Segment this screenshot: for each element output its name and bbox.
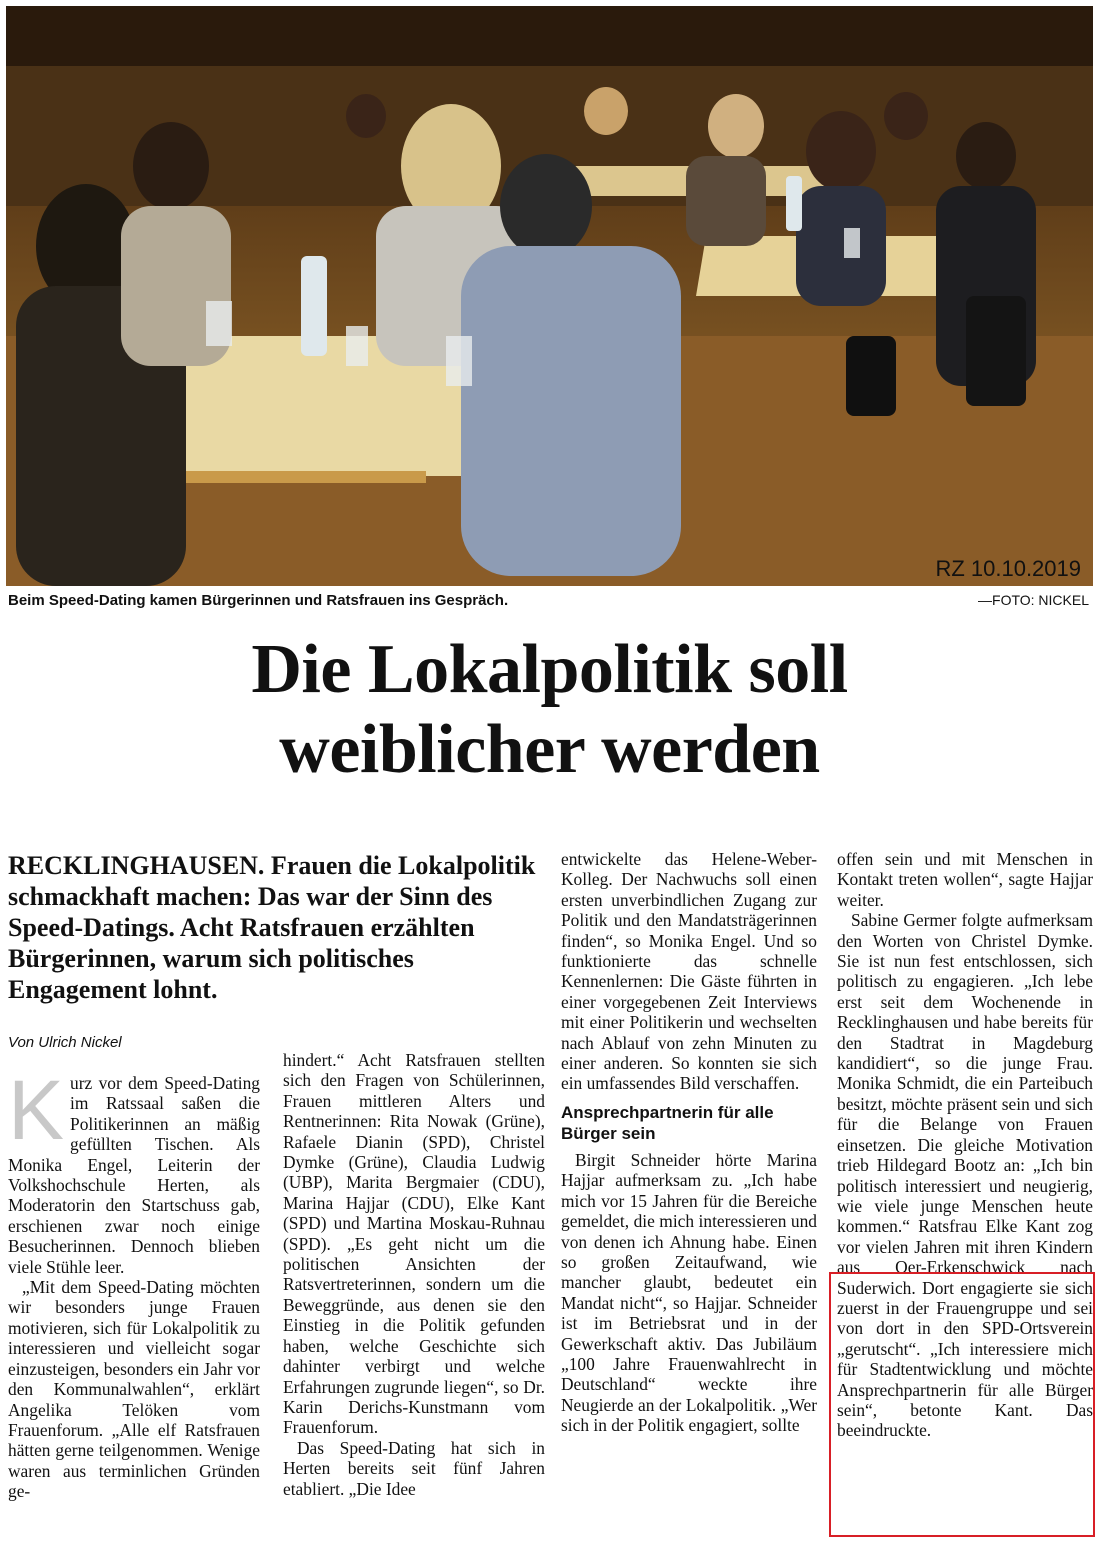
paragraph: entwickelte das Helene-Weber-Kolleg. Der Nachwuchs soll einen ersten unverbindlichen Zugang zur Politik und den Mandatsträgerinnen finden“, so Monika Engel. Und so funktionierte das schnelle Kennenlernen: Die Gäste führten in einer vorgegebenen Zeit Interviews mit einer Politikerin und wechselten nach Ablauf von zehn Minuten zu einer anderen. So konnten sie sich ein umfassendes Bild verschaffen. bbox=[561, 849, 817, 1094]
column-3 bbox=[561, 849, 817, 1436]
speed-dating-scene bbox=[6, 6, 1093, 586]
article-photo bbox=[6, 6, 1093, 586]
paragraph-text: urz vor dem Speed-Dating im Ratssaal saßen die Politikerinnen an mäßig gefüllten Tischen. Als Monika Engel, Leiterin der Volkshochschule Herten, als Moderatorin den Startschuss gab, erschienen zwar noch einige Besucherinnen. Dennoch blieben viele Stühle leer. bbox=[8, 1073, 260, 1277]
paragraph: Das Speed-Dating hat sich in Herten bereits seit fünf Jahren etabliert. „Die Idee bbox=[283, 1437, 545, 1499]
photo-date-stamp: RZ 10.10.2019 bbox=[935, 556, 1081, 581]
photo-caption bbox=[8, 592, 1093, 614]
byline: Von Ulrich Nickel bbox=[8, 1034, 122, 1051]
paragraph: hindert.“ Acht Ratsfrauen stellten sich den Fragen von Schülerinnen, Frauen mittleren Alters und Rentnerinnen: Rita Nowak (Grüne), Rafaele Dianin (SPD), Christel Dymke (Grüne), Claudia Ludwig (UBP), Marita Bergmaier (CDU), Marina Hajjar (CDU), Elke Kant (SPD) und Martina Moskau-Ruhnau (SPD). „Es geht nicht um die politischen Ansichten der Ratsvertreterinnen, sondern um die Beweggründe, aus denen sie den Einstieg in die Politik gefunden haben, welche Geschichte sich dahinter verbirgt und welche Erfahrungen zugrunde liegen“, so Dr. Karin Derichs-Kunstmann vom Frauenforum. bbox=[283, 1050, 545, 1438]
column-2 bbox=[283, 1050, 545, 1499]
caption-text: Beim Speed-Dating kamen Bürgerinnen und Ratsfrauen ins Gespräch. bbox=[8, 592, 509, 609]
paragraph: offen sein und mit Menschen in Kontakt treten wollen“, sagte Hajjar weiter. bbox=[837, 849, 1093, 910]
paragraph: Birgit Schneider hörte Marina Hajjar aufmerksam zu. „Ich habe mich vor 15 Jahren für die Bereiche gemeldet, die mich interessieren und von denen ich Ahnung habe. Einen so großen Zeitaufwand, wie mancher glaubt, bedeutet ein Mandat nicht“, so Hajjar. Schneider ist im Betriebsrat und in der Gewerkschaft aktiv. Das Jubiläum „100 Jahre Frauenwahlrecht in Deutschland“ weckte ihre Neugierde an der Lokalpolitik. „Wer sich in der Politik engagiert, sollte bbox=[561, 1149, 817, 1436]
headline-line-2: weiblicher werden bbox=[279, 711, 820, 788]
paragraph bbox=[8, 1063, 260, 1277]
headline-line-1: Die Lokalpolitik soll bbox=[251, 631, 848, 708]
drop-cap: K bbox=[8, 1063, 65, 1157]
column-1 bbox=[8, 1063, 260, 1502]
article-headline bbox=[0, 630, 1099, 790]
article-lede: RECKLINGHAUSEN. Frauen die Lokalpolitik schmackhaft machen: Das war der Sinn des Speed-Datings. Acht Ratsfrauen erzählten Bürgerinnen, warum sich politisches Engagement lohnt. bbox=[8, 851, 536, 1004]
paragraph: Sabine Germer folgte aufmerksam den Worten von Christel Dymke. Sie ist nun fest entschlossen, sich politisch zu engagieren. „Ich lebe erst seit dem Wochenende in Recklinghausen und habe bereits für den Stadtrat in Magdeburg kandidiert“, so die junge Frau. Monika Schmidt, die ein Parteibuch besitzt, möchte präsent sein und sich für die Belange von Frauen einsetzen. Die gleiche Motivation trieb Hildegard Bootz an: „Ich bin politisch interessiert und neugierig, wie viele junge Menschen heute kommen.“ Ratsfrau Elke Kant zog vor vielen Jahren mit ihren Kindern aus Oer-Erkenschwick nach Suderwich. Dort engagierte sie sich zuerst in der Frauengruppe und sei von dort in den SPD-Ortsverein „gerutscht“. „Ich interessiere mich für Stadtentwicklung und möchte Ansprechpartnerin für alle Bürger sein“, betonte Kant. Das beeindruckte. bbox=[837, 910, 1093, 1441]
column-4 bbox=[837, 849, 1093, 1441]
photo-credit: —FOTO: NICKEL bbox=[978, 592, 1089, 608]
subheading: Ansprechpartnerin für alle Bürger sein bbox=[561, 1102, 774, 1143]
paragraph: „Mit dem Speed-Dating möchten wir besonders junge Frauen motivieren, sich für Lokalpolitik zu interessieren und vielleicht sogar einzusteigen, besonders ein Jahr vor den Kommunalwahlen“, erklärt Angelika Telöken vom Frauenforum. „Alle elf Ratsfrauen hätten gerne teilgenommen. Wenige waren aus terminlichen Gründen ge- bbox=[8, 1277, 260, 1502]
